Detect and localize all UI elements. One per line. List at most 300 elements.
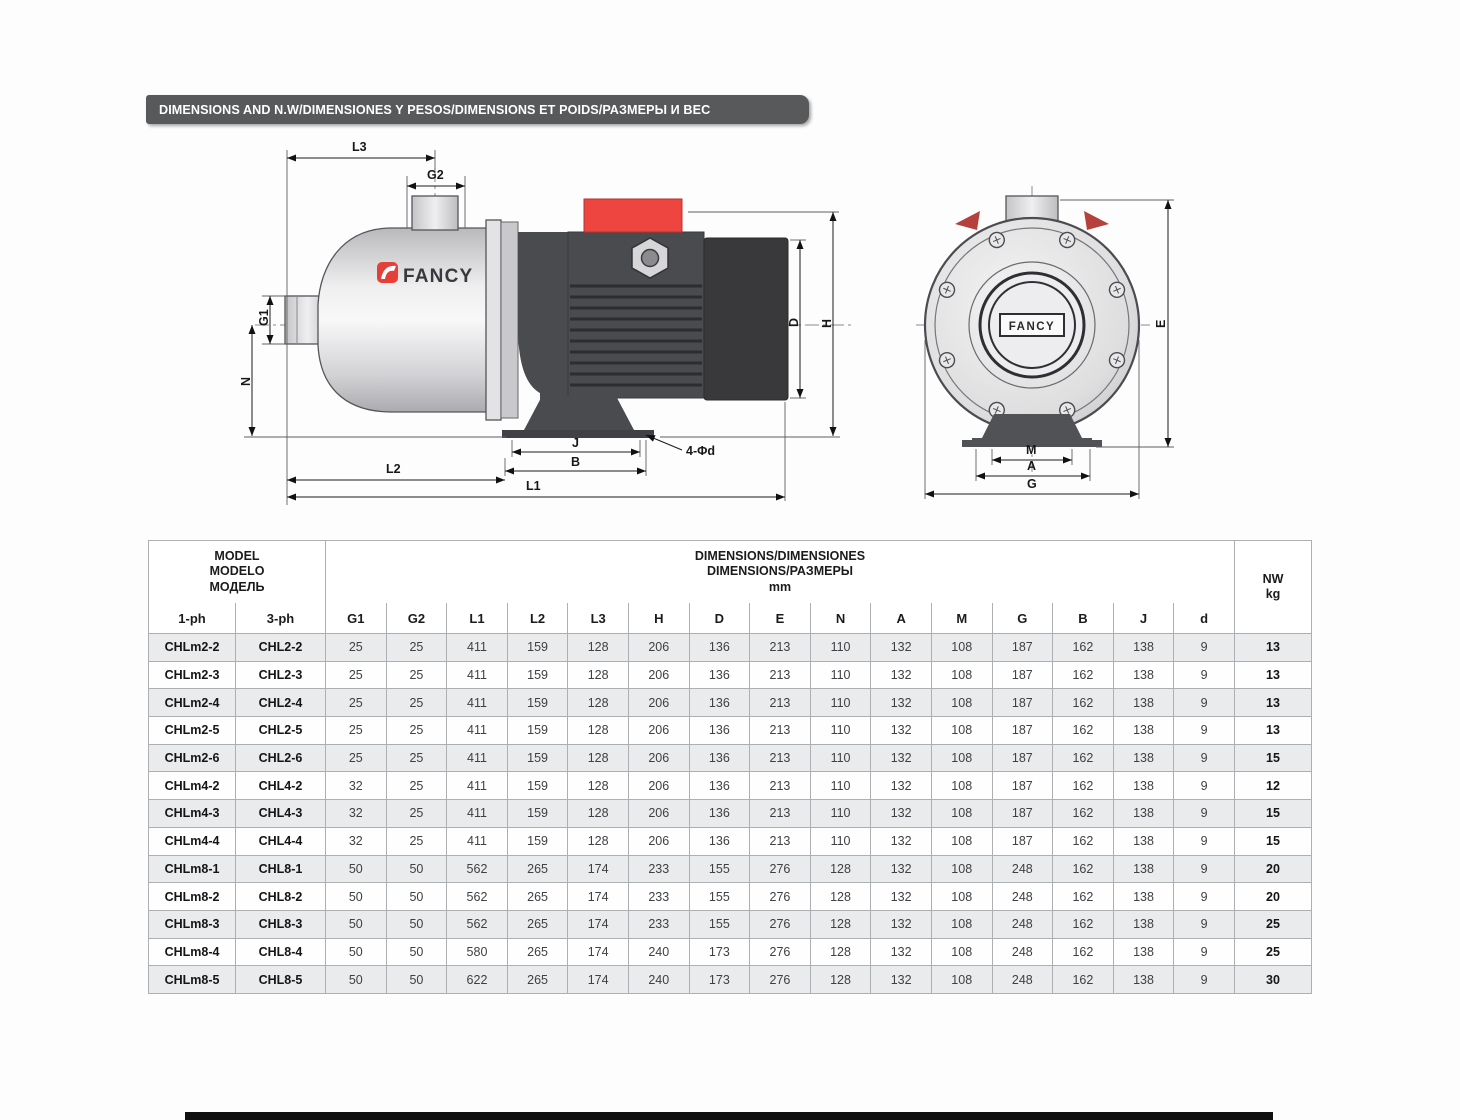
col-header-g2: G2 (386, 603, 447, 634)
dimension-cell: 233 (628, 855, 689, 883)
dimensions-header-line: DIMENSIONS/DIMENSIONES (694, 548, 866, 563)
dimension-cell: 50 (386, 883, 447, 911)
col-header-d: D (689, 603, 750, 634)
dimension-cell: 9 (1174, 800, 1235, 828)
dimension-cell: 50 (326, 883, 387, 911)
col-header-l1: L1 (447, 603, 508, 634)
dimension-cell: 132 (871, 910, 932, 938)
nw-cell: 15 (1234, 800, 1311, 828)
dimension-cell: 174 (568, 938, 629, 966)
dim-label-a: A (1027, 459, 1037, 473)
dimension-cell: 138 (1113, 855, 1174, 883)
dimension-cell: 162 (1053, 634, 1114, 662)
dimension-cell: 276 (750, 966, 811, 994)
model-1ph-cell: CHLm2-2 (149, 634, 236, 662)
dim-label-h: H (820, 318, 834, 328)
dimension-cell: 240 (628, 966, 689, 994)
dimension-cell: 138 (1113, 910, 1174, 938)
dim-j (512, 436, 640, 457)
dimension-cell: 9 (1174, 855, 1235, 883)
dimension-cell: 138 (1113, 827, 1174, 855)
model-3ph-cell: CHL4-3 (236, 800, 326, 828)
dimension-cell: 248 (992, 855, 1053, 883)
dimension-cell: 138 (1113, 689, 1174, 717)
dimension-cell: 136 (689, 661, 750, 689)
dim-label-e: E (1154, 319, 1168, 328)
col-header-j: J (1113, 603, 1174, 634)
flange-ring (486, 220, 501, 420)
dimension-cell: 206 (628, 827, 689, 855)
dimension-cell: 9 (1174, 772, 1235, 800)
col-header-l3: L3 (568, 603, 629, 634)
col-header-m: M (931, 603, 992, 634)
dimension-cell: 110 (810, 827, 871, 855)
dimension-cell: 233 (628, 883, 689, 911)
dimension-cell: 108 (931, 689, 992, 717)
dimension-cell: 132 (871, 883, 932, 911)
dimension-cell: 136 (689, 717, 750, 745)
dimension-cell: 9 (1174, 883, 1235, 911)
dimension-cell: 25 (386, 744, 447, 772)
dimension-cell: 206 (628, 661, 689, 689)
dimension-cell: 159 (507, 744, 568, 772)
pump-front-view (916, 186, 1174, 499)
dimension-cell: 108 (931, 827, 992, 855)
dimension-cell: 276 (750, 910, 811, 938)
dimension-cell: 213 (750, 634, 811, 662)
dimensions-header-line: mm (768, 579, 792, 594)
dimension-cell: 213 (750, 717, 811, 745)
dimension-cell: 132 (871, 938, 932, 966)
dimension-cell: 136 (689, 689, 750, 717)
dimension-cell: 411 (447, 744, 508, 772)
dimension-cell: 187 (992, 827, 1053, 855)
dimension-cell: 206 (628, 772, 689, 800)
dimension-cell: 132 (871, 855, 932, 883)
dimension-cell: 138 (1113, 966, 1174, 994)
model-1ph-cell: CHLm2-5 (149, 717, 236, 745)
bolt-note-label: 4-Φd (686, 444, 716, 458)
dimension-cell: 132 (871, 717, 932, 745)
dimension-cell: 25 (326, 689, 387, 717)
dimension-cell: 108 (931, 772, 992, 800)
col-header-g: G (992, 603, 1053, 634)
dimension-cell: 136 (689, 634, 750, 662)
dimension-cell: 562 (447, 910, 508, 938)
nw-cell: 13 (1234, 634, 1311, 662)
col-header-e: E (750, 603, 811, 634)
dimension-cell: 128 (568, 717, 629, 745)
dim-label-l1: L1 (526, 479, 541, 493)
dimension-cell: 187 (992, 800, 1053, 828)
dimension-cell: 25 (326, 661, 387, 689)
dimension-cell: 128 (568, 744, 629, 772)
dimension-cell: 9 (1174, 910, 1235, 938)
nw-header-line: kg (1265, 587, 1281, 601)
dim-label-l3: L3 (352, 140, 367, 154)
dimension-cell: 162 (1053, 966, 1114, 994)
dimension-cell: 622 (447, 966, 508, 994)
dim-label-j: J (572, 436, 579, 450)
dimension-cell: 25 (326, 634, 387, 662)
dimension-cell: 173 (689, 938, 750, 966)
dimension-cell: 128 (810, 855, 871, 883)
dimension-cell: 110 (810, 717, 871, 745)
dimension-cell: 128 (810, 883, 871, 911)
nw-cell: 30 (1234, 966, 1311, 994)
table-row (149, 938, 1312, 966)
dimension-cell: 411 (447, 717, 508, 745)
dimension-cell: 138 (1113, 744, 1174, 772)
clamp-ring (501, 222, 518, 418)
dimension-cell: 248 (992, 883, 1053, 911)
model-1ph-cell: CHLm8-5 (149, 966, 236, 994)
dimension-cell: 162 (1053, 772, 1114, 800)
dimension-cell: 233 (628, 910, 689, 938)
dimension-cell: 159 (507, 827, 568, 855)
dimension-cell: 128 (568, 634, 629, 662)
dim-g1 (257, 296, 287, 344)
dimension-cell: 162 (1053, 689, 1114, 717)
dimension-cell: 50 (326, 855, 387, 883)
dimension-cell: 162 (1053, 800, 1114, 828)
dimension-cell: 138 (1113, 772, 1174, 800)
nw-cell: 25 (1234, 910, 1311, 938)
dimension-cell: 174 (568, 910, 629, 938)
dimension-cell: 265 (507, 855, 568, 883)
pump-side-view (239, 140, 852, 505)
dimension-cell: 132 (871, 744, 932, 772)
brand-text-front: FANCY (1008, 321, 1056, 333)
model-3ph-cell: CHL4-2 (236, 772, 326, 800)
dimension-cell: 248 (992, 910, 1053, 938)
dimension-cell: 132 (871, 800, 932, 828)
dimension-cell: 25 (386, 634, 447, 662)
table-row (149, 883, 1312, 911)
dimension-cell: 110 (810, 772, 871, 800)
dimension-cell: 265 (507, 938, 568, 966)
model-header-line: МОДЕЛЬ (209, 579, 265, 594)
technical-drawing (0, 0, 1460, 530)
dim-l2 (287, 462, 505, 480)
dimension-cell: 108 (931, 744, 992, 772)
dimension-cell: 187 (992, 772, 1053, 800)
spec-table-body (149, 634, 1312, 994)
dimension-cell: 276 (750, 938, 811, 966)
dimension-cell: 187 (992, 717, 1053, 745)
model-3ph-cell: CHL2-5 (236, 717, 326, 745)
dim-d (787, 240, 806, 398)
dimension-cell: 162 (1053, 855, 1114, 883)
dimension-cell: 25 (386, 800, 447, 828)
dimension-cell: 25 (386, 661, 447, 689)
dimension-cell: 206 (628, 800, 689, 828)
dimension-cell: 265 (507, 966, 568, 994)
dimension-cell: 159 (507, 717, 568, 745)
dimension-cell: 9 (1174, 661, 1235, 689)
bolt-note (646, 435, 715, 458)
dimension-cell: 50 (326, 910, 387, 938)
bottom-bar (185, 1112, 1273, 1120)
dimension-cell: 128 (568, 827, 629, 855)
dimension-cell: 132 (871, 661, 932, 689)
col-header-n: N (810, 603, 871, 634)
model-1ph-cell: CHLm4-2 (149, 772, 236, 800)
nw-cell: 25 (1234, 938, 1311, 966)
dimension-cell: 25 (386, 772, 447, 800)
model-header-line: MODEL (214, 548, 260, 563)
dimension-cell: 50 (386, 855, 447, 883)
motor-bracket (518, 232, 568, 398)
dimension-cell: 128 (810, 910, 871, 938)
dimension-cell: 213 (750, 827, 811, 855)
dim-label-m: M (1026, 443, 1037, 457)
dimension-cell: 138 (1113, 634, 1174, 662)
table-row (149, 744, 1312, 772)
dimension-cell: 411 (447, 772, 508, 800)
dimension-cell: 155 (689, 910, 750, 938)
table-row (149, 661, 1312, 689)
dimension-cell: 128 (568, 772, 629, 800)
dimension-cell: 276 (750, 855, 811, 883)
dimension-cell: 25 (326, 717, 387, 745)
nw-cell: 13 (1234, 689, 1311, 717)
dimension-cell: 187 (992, 744, 1053, 772)
nw-header-line: NW (1262, 571, 1284, 586)
dimension-cell: 206 (628, 744, 689, 772)
dimension-cell: 132 (871, 634, 932, 662)
dimension-cell: 50 (386, 966, 447, 994)
dimension-cell: 187 (992, 661, 1053, 689)
dimension-cell: 159 (507, 634, 568, 662)
dimension-cell: 9 (1174, 717, 1235, 745)
dimension-cell: 155 (689, 883, 750, 911)
dimension-cell: 110 (810, 634, 871, 662)
dimension-cell: 136 (689, 772, 750, 800)
nw-cell: 13 (1234, 661, 1311, 689)
dimension-cell: 174 (568, 966, 629, 994)
model-1ph-cell: CHLm4-3 (149, 800, 236, 828)
dimension-cell: 9 (1174, 938, 1235, 966)
dimension-cell: 110 (810, 661, 871, 689)
model-3ph-cell: CHL2-3 (236, 661, 326, 689)
dimension-cell: 9 (1174, 634, 1235, 662)
dimension-cell: 108 (931, 855, 992, 883)
dimension-cell: 159 (507, 661, 568, 689)
col-header-3ph: 3-ph (236, 603, 326, 634)
dimension-cell: 110 (810, 744, 871, 772)
dimension-cell: 206 (628, 717, 689, 745)
nw-group-header (1234, 541, 1311, 634)
model-3ph-cell: CHL8-2 (236, 883, 326, 911)
dimension-cell: 9 (1174, 689, 1235, 717)
dimension-cell: 32 (326, 827, 387, 855)
dimension-cell: 50 (326, 966, 387, 994)
dimension-cell: 110 (810, 689, 871, 717)
dimension-cell: 136 (689, 827, 750, 855)
dimension-cell: 159 (507, 689, 568, 717)
dimension-cell: 128 (568, 661, 629, 689)
table-row (149, 855, 1312, 883)
dimension-cell: 108 (931, 661, 992, 689)
dimension-cell: 159 (507, 772, 568, 800)
model-header-line: MODELO (209, 564, 265, 579)
dimension-cell: 32 (326, 772, 387, 800)
dimension-cell: 240 (628, 938, 689, 966)
dimension-cell: 159 (507, 800, 568, 828)
dimension-cell: 9 (1174, 744, 1235, 772)
dimension-cell: 276 (750, 883, 811, 911)
dim-label-d: D (787, 317, 801, 327)
col-header-h: H (628, 603, 689, 634)
dimension-cell: 9 (1174, 966, 1235, 994)
dimension-cell: 25 (386, 717, 447, 745)
col-header-1ph: 1-ph (149, 603, 236, 634)
dimension-cell: 108 (931, 910, 992, 938)
col-header-b: B (1053, 603, 1114, 634)
dimension-cell: 108 (931, 717, 992, 745)
dim-label-g: G (1027, 477, 1037, 491)
dimension-cell: 132 (871, 772, 932, 800)
table-row (149, 772, 1312, 800)
dimension-cell: 162 (1053, 827, 1114, 855)
dimensions-group-header (326, 541, 1235, 604)
col-header-d-small: d (1174, 603, 1235, 634)
table-row (149, 827, 1312, 855)
model-1ph-cell: CHLm2-4 (149, 689, 236, 717)
red-wedge-right (1084, 211, 1109, 230)
dimension-cell: 411 (447, 661, 508, 689)
spec-table (148, 540, 1312, 994)
dimension-cell: 173 (689, 966, 750, 994)
dim-label-g1: G1 (257, 309, 271, 326)
col-header-g1: G1 (326, 603, 387, 634)
dimension-cell: 128 (568, 800, 629, 828)
dimension-cell: 206 (628, 634, 689, 662)
red-wedge-left (955, 211, 980, 230)
dimension-cell: 25 (386, 689, 447, 717)
model-1ph-cell: CHLm8-4 (149, 938, 236, 966)
dimension-cell: 155 (689, 855, 750, 883)
model-3ph-cell: CHL2-6 (236, 744, 326, 772)
dimension-cell: 162 (1053, 938, 1114, 966)
terminal-box (584, 199, 682, 232)
dimension-cell: 108 (931, 938, 992, 966)
pump-casing (318, 228, 500, 412)
dimensions-header-line: DIMENSIONS/РАЗМЕРЫ (706, 564, 854, 579)
table-row (149, 717, 1312, 745)
table-row (149, 966, 1312, 994)
model-3ph-cell: CHL8-4 (236, 938, 326, 966)
dimension-cell: 580 (447, 938, 508, 966)
model-1ph-cell: CHLm2-3 (149, 661, 236, 689)
dimension-cell: 25 (326, 744, 387, 772)
dimension-cell: 138 (1113, 938, 1174, 966)
dimension-cell: 265 (507, 883, 568, 911)
dimension-cell: 132 (871, 827, 932, 855)
dimension-cell: 213 (750, 661, 811, 689)
dimension-cell: 248 (992, 966, 1053, 994)
dimension-cell: 562 (447, 883, 508, 911)
dimension-cell: 213 (750, 689, 811, 717)
nw-cell: 12 (1234, 772, 1311, 800)
nw-cell: 15 (1234, 744, 1311, 772)
model-3ph-cell: CHL8-3 (236, 910, 326, 938)
dimension-cell: 162 (1053, 661, 1114, 689)
model-1ph-cell: CHLm4-4 (149, 827, 236, 855)
dimension-cell: 187 (992, 689, 1053, 717)
section-title: DIMENSIONS AND N.W/DIMENSIONES Y PESOS/DIMENSIONS ET POIDS/РАЗМЕРЫ И ВЕС (159, 102, 711, 117)
dimension-cell: 128 (568, 689, 629, 717)
dimension-cell: 50 (326, 938, 387, 966)
dimension-cell: 174 (568, 855, 629, 883)
model-1ph-cell: CHLm8-2 (149, 883, 236, 911)
dimension-cell: 136 (689, 744, 750, 772)
dimension-cell: 162 (1053, 717, 1114, 745)
table-row (149, 634, 1312, 662)
dim-label-g2: G2 (427, 168, 444, 182)
nw-cell: 20 (1234, 883, 1311, 911)
model-group-header (149, 541, 326, 604)
dimension-cell: 32 (326, 800, 387, 828)
dimension-cell: 108 (931, 800, 992, 828)
dimension-cell: 411 (447, 634, 508, 662)
dimension-cell: 132 (871, 966, 932, 994)
dimension-cell: 108 (931, 883, 992, 911)
model-3ph-cell: CHL2-4 (236, 689, 326, 717)
dimension-cell: 128 (810, 938, 871, 966)
model-1ph-cell: CHLm8-3 (149, 910, 236, 938)
dimension-cell: 25 (386, 827, 447, 855)
nw-cell: 13 (1234, 717, 1311, 745)
col-header-a: A (871, 603, 932, 634)
dimension-cell: 248 (992, 938, 1053, 966)
model-1ph-cell: CHLm8-1 (149, 855, 236, 883)
dimension-cell: 138 (1113, 800, 1174, 828)
fan-cover (704, 238, 788, 400)
dimension-cell: 9 (1174, 827, 1235, 855)
dimension-cell: 136 (689, 800, 750, 828)
dimension-cell: 162 (1053, 883, 1114, 911)
dimension-cell: 187 (992, 634, 1053, 662)
dimension-cell: 50 (386, 910, 447, 938)
dimension-cell: 138 (1113, 883, 1174, 911)
dimension-cell: 50 (386, 938, 447, 966)
dim-label-l2: L2 (386, 462, 401, 476)
dimension-cell: 206 (628, 689, 689, 717)
dimension-cell: 162 (1053, 910, 1114, 938)
table-row (149, 800, 1312, 828)
dimension-cell: 411 (447, 800, 508, 828)
dimension-cell: 128 (810, 966, 871, 994)
dimension-cell: 213 (750, 800, 811, 828)
model-3ph-cell: CHL4-4 (236, 827, 326, 855)
model-3ph-cell: CHL8-5 (236, 966, 326, 994)
outlet-port (412, 196, 458, 230)
dimension-cell: 265 (507, 910, 568, 938)
dimension-cell: 213 (750, 744, 811, 772)
model-3ph-cell: CHL2-2 (236, 634, 326, 662)
dimension-cell: 411 (447, 689, 508, 717)
dimension-cell: 411 (447, 827, 508, 855)
table-row (149, 910, 1312, 938)
dimension-cell: 108 (931, 966, 992, 994)
nw-cell: 20 (1234, 855, 1311, 883)
dimension-cell: 162 (1053, 744, 1114, 772)
model-1ph-cell: CHLm2-6 (149, 744, 236, 772)
dimension-cell: 132 (871, 689, 932, 717)
nw-cell: 15 (1234, 827, 1311, 855)
